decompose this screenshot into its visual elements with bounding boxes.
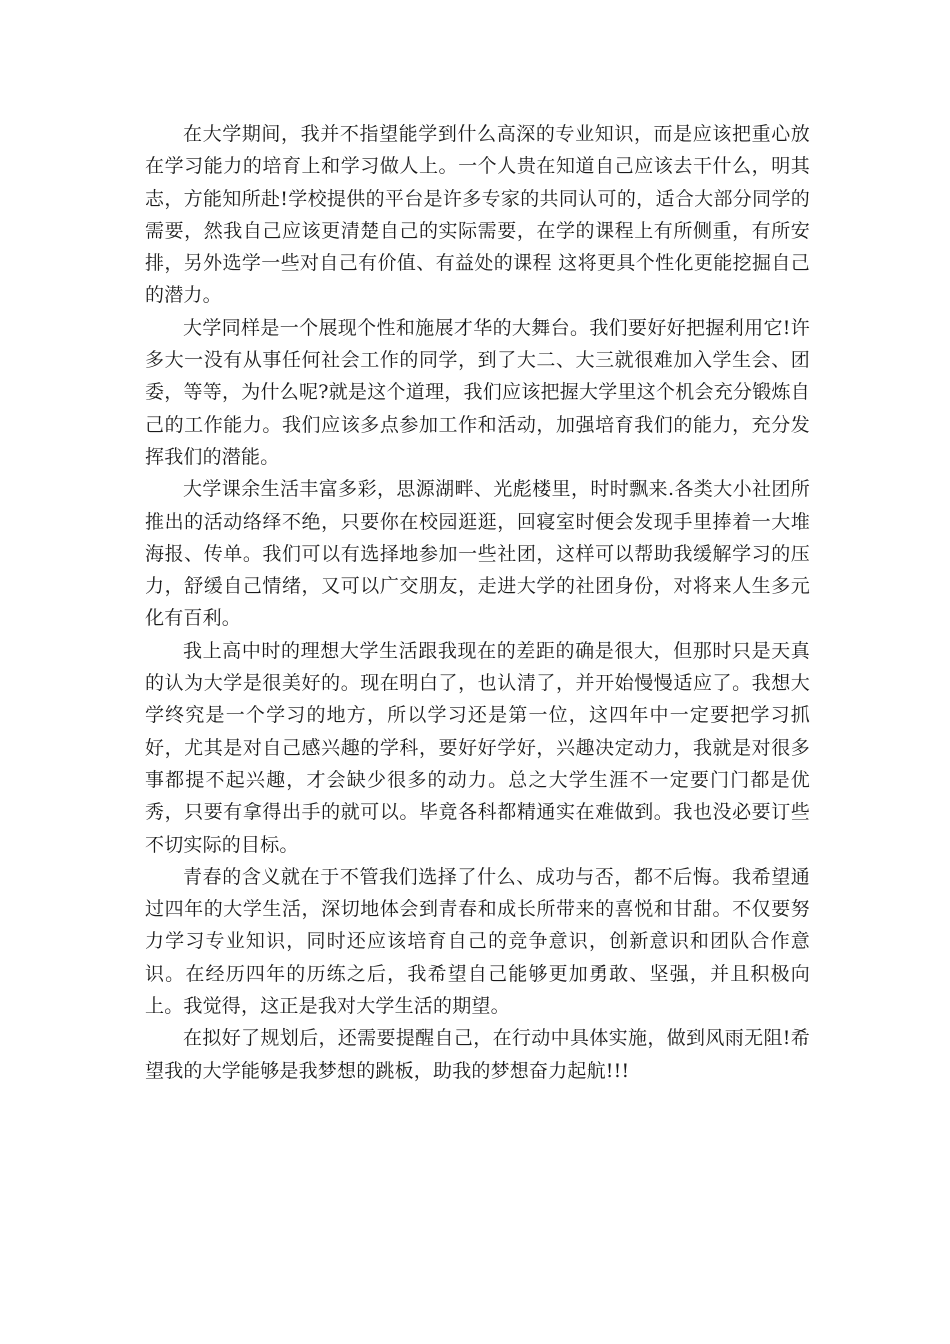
paragraph-4: 我上高中时的理想大学生活跟我现在的差距的确是很大，但那时只是天真的认为大学是很美好的。现在明白了，也认清了，并开始慢慢适应了。我想大学终究是一个学习的地方，所以学习还是第一位，这四年中一定要把学习抓好，尤其是对自己感兴趣的学科，要好好学好，兴趣决定动力，我就是对很多事都提不起兴趣，才会缺少很多的动力。总之大学生涯不一定要门门都是优秀，只要有拿得出手的就可以。毕竟各科都精通实在难做到。我也没必要订些不切实际的目标。: [145, 639, 810, 856]
paragraph-3: 大学课余生活丰富多彩，思源湖畔、光彪楼里，时时飘来.各类大小社团所推出的活动络绎不绝，只要你在校园逛逛，回寝室时便会发现手里捧着一大堆海报、传单。我们可以有选择地参加一些社团，这样可以帮助我缓解学习的压力，舒缓自己情绪，又可以广交朋友，走进大学的社团身份，对将来人生多元化有百利。: [145, 478, 810, 630]
paragraph-5: 青春的含义就在于不管我们选择了什么、成功与否，都不后悔。我希望通过四年的大学生活，深切地体会到青春和成长所带来的喜悦和甘甜。不仅要努力学习专业知识，同时还应该培育自己的竞争意识，创新意识和团队合作意识。在经历四年的历练之后，我希望自己能够更加勇敢、坚强，并且积极向上。我觉得，这正是我对大学生活的期望。: [145, 865, 810, 1018]
paragraph-1: 在大学期间，我并不指望能学到什么高深的专业知识，而是应该把重心放在学习能力的培育上和学习做人上。一个人贵在知道自己应该去干什么，明其志，方能知所赴!学校提供的平台是许多专家的共同认可的，适合大部分同学的需要，然我自己应该更清楚自己的实际需要，在学的课程上有所侧重，有所安排，另外选学一些对自己有价值、有益处的课程 这将更具个性化更能挖掘自己的潜力。: [145, 123, 810, 307]
paragraph-2: 大学同样是一个展现个性和施展才华的大舞台。我们要好好把握利用它!许多大一没有从事任何社会工作的同学，到了大二、大三就很难加入学生会、团委，等等，为什么呢?就是这个道理，我们应该把握大学里这个机会充分锻炼自己的工作能力。我们应该多点参加工作和活动，加强培育我们的能力，充分发挥我们的潜能。: [145, 316, 810, 468]
paragraph-6: 在拟好了规划后，还需要提醒自己，在行动中具体实施，做到风雨无阻!希望我的大学能够是我梦想的跳板，助我的梦想奋力起航!!!: [145, 1027, 810, 1082]
document-body: [145, 118, 810, 1087]
